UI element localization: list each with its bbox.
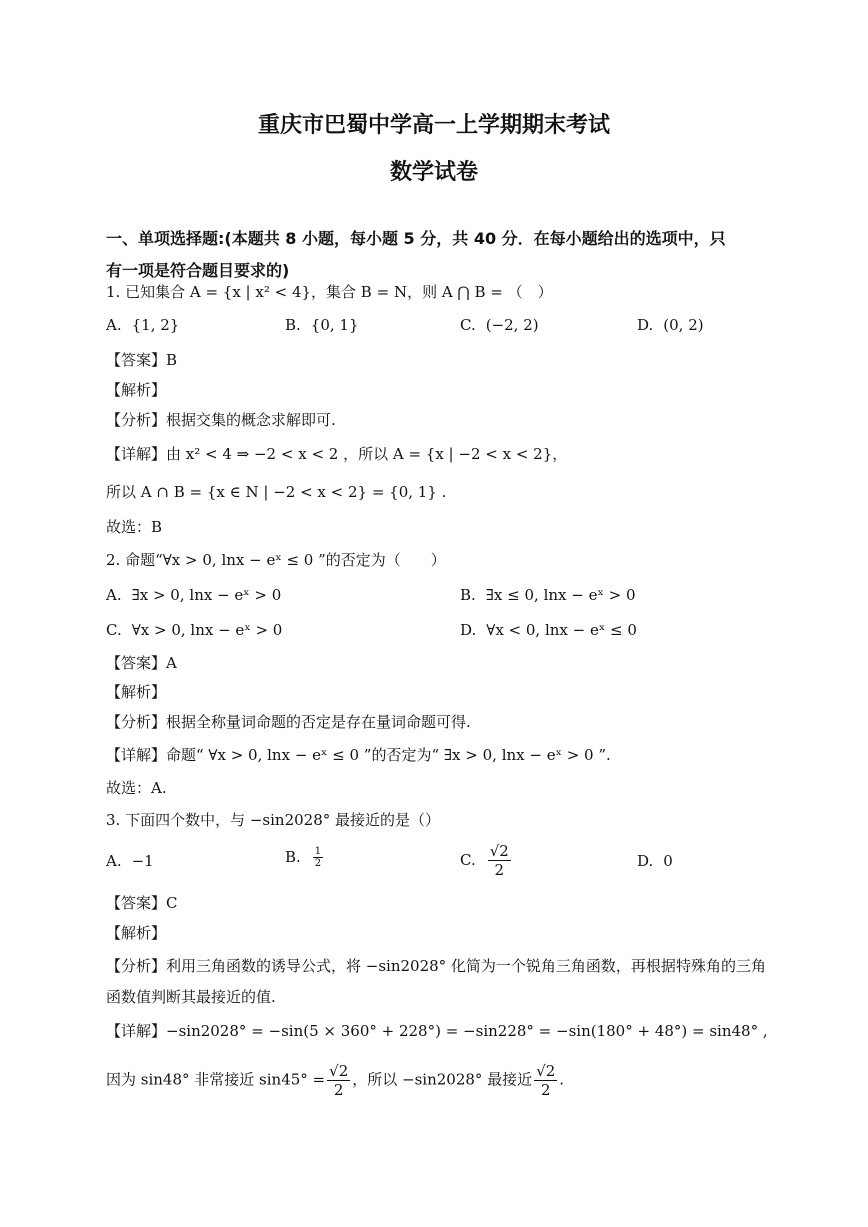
q1-detail-line1: 【详解】由 x² < 4 ⇒ −2 < x < 2 ，所以 A = {x | −2 < x < 2}， (106, 445, 568, 463)
q1-option-c-label: C. (460, 316, 476, 334)
q2-stem: 2. 命题“∀x > 0, lnx − eˣ ≤ 0 ”的否定为（ ） (106, 551, 446, 569)
q3-detail-fraction-1-den: 2 (333, 1081, 344, 1099)
q3-detail-fraction-2-num: √2 (536, 1062, 556, 1080)
q1-option-c (460, 316, 539, 334)
q2-option-b-label: B. (460, 586, 476, 604)
q3-option-b-fraction (313, 846, 323, 869)
q2-analysis-heading: 【解析】 (106, 683, 167, 701)
q3-option-c (460, 842, 513, 879)
q2-option-d-label: D. (460, 621, 477, 639)
q3-option-b-denominator: 2 (314, 858, 322, 869)
q1-option-b (285, 316, 359, 334)
q3-detail-line2-mid: ，所以 −sin2028° 最接近 (352, 1070, 533, 1089)
q3-fenxi-line1: 【分析】利用三角函数的诱导公式，将 −sin2028° 化简为一个锐角三角函数，再根据特殊角的三角 (106, 957, 766, 975)
q2-answer: 【答案】A (106, 654, 177, 672)
q3-option-c-fraction (488, 842, 511, 879)
q2-option-b (460, 586, 635, 604)
q3-answer: 【答案】C (106, 894, 178, 912)
q2-option-d-text: ∀x < 0, lnx − eˣ ≤ 0 (486, 621, 637, 639)
q1-choice: 故选：B (106, 518, 163, 536)
q3-option-a-text: −1 (131, 852, 154, 870)
q3-analysis-heading: 【解析】 (106, 924, 167, 942)
q3-option-b-label: B. (285, 847, 301, 866)
q2-detail: 【详解】命题“ ∀x > 0, lnx − eˣ ≤ 0 ”的否定为“ ∃x > 0, lnx − eˣ > 0 ”. (106, 746, 611, 764)
q1-option-b-label: B. (285, 316, 301, 334)
q3-detail-fraction-1 (327, 1062, 350, 1099)
section-heading-line2: 有一项是符合题目要求的) (106, 261, 290, 280)
q1-analysis-heading: 【解析】 (106, 381, 167, 399)
q1-option-b-text: {0, 1} (310, 316, 359, 334)
q2-fenxi: 【分析】根据全称量词命题的否定是存在量词命题可得. (106, 713, 471, 731)
q3-option-c-denominator: 2 (494, 861, 505, 879)
q3-option-d (637, 852, 673, 870)
q1-detail-line2: 所以 A ∩ B = {x ∈ N | −2 < x < 2} = {0, 1} . (106, 483, 447, 501)
q3-detail-line2-pre: 因为 sin48° 非常接近 sin45° = (106, 1070, 326, 1089)
section-heading-line1: 一、单项选择题:(本题共 8 小题，每小题 5 分，共 40 分．在每小题给出的选项中，只 (106, 229, 726, 248)
q3-option-b (285, 846, 325, 869)
q2-option-c-text: ∀x > 0, lnx − eˣ > 0 (131, 621, 283, 639)
q2-option-a-label: A. (106, 586, 122, 604)
q3-option-a (106, 852, 154, 870)
q1-fenxi: 【分析】根据交集的概念求解即可. (106, 411, 336, 429)
q3-detail-fraction-2-den: 2 (540, 1081, 551, 1099)
q1-stem: 1. 已知集合 A = {x | x² < 4}，集合 B = N，则 A ⋂ B = （ ） (106, 283, 553, 301)
q3-option-c-label: C. (460, 850, 476, 869)
q2-option-c-label: C. (106, 621, 122, 639)
q2-option-d (460, 621, 637, 639)
q1-answer: 【答案】B (106, 351, 178, 369)
q3-option-d-text: 0 (663, 852, 673, 870)
q3-detail-fraction-2 (534, 1062, 557, 1099)
q3-fenxi-line2: 函数值判断其最接近的值. (106, 988, 276, 1006)
q3-option-c-numerator: √2 (489, 842, 509, 860)
q1-option-d-label: D. (637, 316, 654, 334)
q2-option-a-text: ∃x > 0, lnx − eˣ > 0 (131, 586, 282, 604)
q3-detail-fraction-1-num: √2 (329, 1062, 349, 1080)
q1-option-c-text: (−2, 2) (485, 316, 539, 334)
q3-option-a-label: A. (106, 852, 122, 870)
q2-option-c (106, 621, 282, 639)
q3-detail-line2 (106, 1062, 564, 1099)
q1-option-a (106, 316, 179, 334)
exam-subtitle: 数学试卷 (389, 160, 478, 185)
q1-option-d (637, 316, 704, 334)
q2-choice: 故选：A. (106, 779, 167, 797)
q2-option-b-text: ∃x ≤ 0, lnx − eˣ > 0 (485, 586, 636, 604)
q2-option-a (106, 586, 281, 604)
exam-title: 重庆市巴蜀中学高一上学期期末考试 (257, 113, 610, 138)
q3-detail-line2-end: . (559, 1070, 565, 1089)
q3-stem: 3. 下面四个数中，与 −sin2028° 最接近的是（） (106, 811, 441, 829)
q1-option-d-text: (0, 2) (663, 316, 704, 334)
q3-detail-line1: 【详解】−sin2028° = −sin(5 × 360° + 228°) = −sin228° = −sin(180° + 48°) = sin48° , (106, 1022, 768, 1040)
q3-option-d-label: D. (637, 852, 654, 870)
q1-option-a-label: A. (106, 316, 122, 334)
q3-option-b-numerator: 1 (314, 846, 322, 857)
q1-option-a-text: {1, 2} (131, 316, 180, 334)
